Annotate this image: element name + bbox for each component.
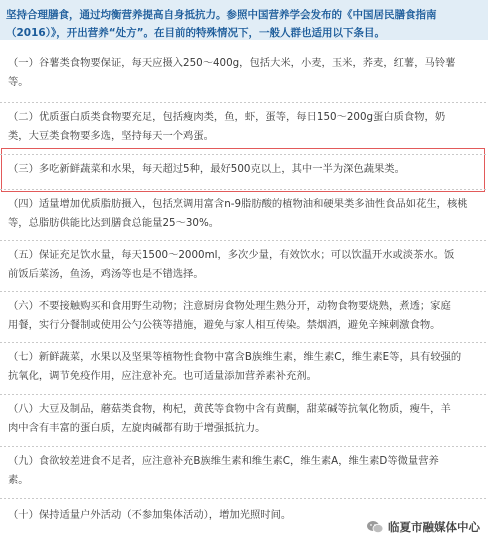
guideline-item-6 <box>8 297 480 335</box>
guideline-item-8 <box>8 400 480 438</box>
divider <box>0 102 488 103</box>
divider <box>0 291 488 292</box>
guideline-item-8-line-2: 肉中含有丰富的蛋白质，左旋肉碱都有助于增强抵抗力。 <box>8 422 266 434</box>
guideline-item-9 <box>8 452 480 490</box>
divider <box>0 189 488 190</box>
guideline-item-1 <box>8 54 480 92</box>
guideline-item-1-line-2: 等。 <box>8 76 29 88</box>
intro-banner <box>0 0 488 40</box>
guideline-item-3 <box>8 160 480 179</box>
guideline-item-6-line-2: 用餐，实行分餐制或使用公勺公筷等措施，避免与家人相互传染。禁烟酒，避免辛辣刺激食物。 <box>8 319 441 331</box>
guideline-item-5 <box>8 246 480 284</box>
divider <box>0 446 488 447</box>
guideline-item-9-line-1: （九）食欲较差进食不足者，应注意补充B族维生素和维生素C，维生素A，维生素D等微量营养 <box>8 455 439 467</box>
guideline-item-7-line-1: （七）新鲜蔬菜，水果以及坚果等植物性食物中富含B族维生素，维生素C，维生素E等，具有较强的 <box>8 351 462 363</box>
intro-line-2: （2016）》，开出营养“处方”。在目前的特殊情况下，一般人群也适用以下条目。 <box>6 27 386 39</box>
guideline-item-10-line-1: （十）保持适量户外活动（不参加集体活动），增加光照时间。 <box>8 509 292 521</box>
divider <box>0 154 488 155</box>
guideline-item-9-line-2: 素。 <box>8 474 29 486</box>
watermark <box>366 519 480 535</box>
guideline-item-5-line-1: （五）保证充足饮水量，每天1500～2000ml，多次少量，有效饮水；可以饮温开水或淡茶水。饭 <box>8 249 455 261</box>
guideline-item-8-line-1: （八）大豆及制品，蘑菇类食物，枸杞，黄芪等食物中含有黄酮，甜菜碱等抗氧化物质，瘦牛，羊 <box>8 403 451 415</box>
guideline-item-4-line-2: 等，总脂肪供能比达到膳食总能量25～30%。 <box>8 217 220 229</box>
intro-line-1: 坚持合理膳食，通过均衡营养提高自身抵抗力。参照中国营养学会发布的《中国居民膳食指南 <box>6 9 437 21</box>
wechat-icon <box>366 520 384 534</box>
divider <box>0 498 488 499</box>
guideline-item-1-line-1: （一）谷薯类食物要保证，每天应摄入250～400g，包括大米，小麦，玉米，荞麦，红薯，马铃薯 <box>8 57 456 69</box>
guideline-item-3-line-1: （三）多吃新鲜蔬菜和水果，每天超过5种，最好500克以上，其中一半为深色蔬果类。 <box>8 163 405 175</box>
guideline-item-7 <box>8 348 480 386</box>
divider <box>0 394 488 395</box>
watermark-text: 临夏市融媒体中心 <box>388 520 480 534</box>
divider <box>0 342 488 343</box>
guideline-item-4-line-1: （四）适量增加优质脂肪摄入，包括烹调用富含n-9脂肪酸的植物油和硬果类多油性食品如花生，核桃 <box>8 198 468 210</box>
guideline-item-6-line-1: （六）不要接触购买和食用野生动物；注意厨房食物处理生熟分开，动物食物要烧熟，煮透；家庭 <box>8 300 451 312</box>
guideline-item-7-line-2: 抗氧化，调节免疫作用，应注意补充。也可适量添加营养素补充剂。 <box>8 370 317 382</box>
divider <box>0 240 488 241</box>
guideline-item-5-line-2: 前饭后菜汤，鱼汤，鸡汤等也是不错选择。 <box>8 268 204 280</box>
guideline-item-2-line-1: （二）优质蛋白质类食物要充足，包括瘦肉类，鱼，虾，蛋等，每日150～200g蛋白质食物，奶 <box>8 111 446 123</box>
guideline-item-4 <box>8 195 480 233</box>
guideline-item-2-line-2: 类，大豆类食物要多选，坚持每天一个鸡蛋。 <box>8 130 214 142</box>
guideline-item-2 <box>8 108 480 146</box>
